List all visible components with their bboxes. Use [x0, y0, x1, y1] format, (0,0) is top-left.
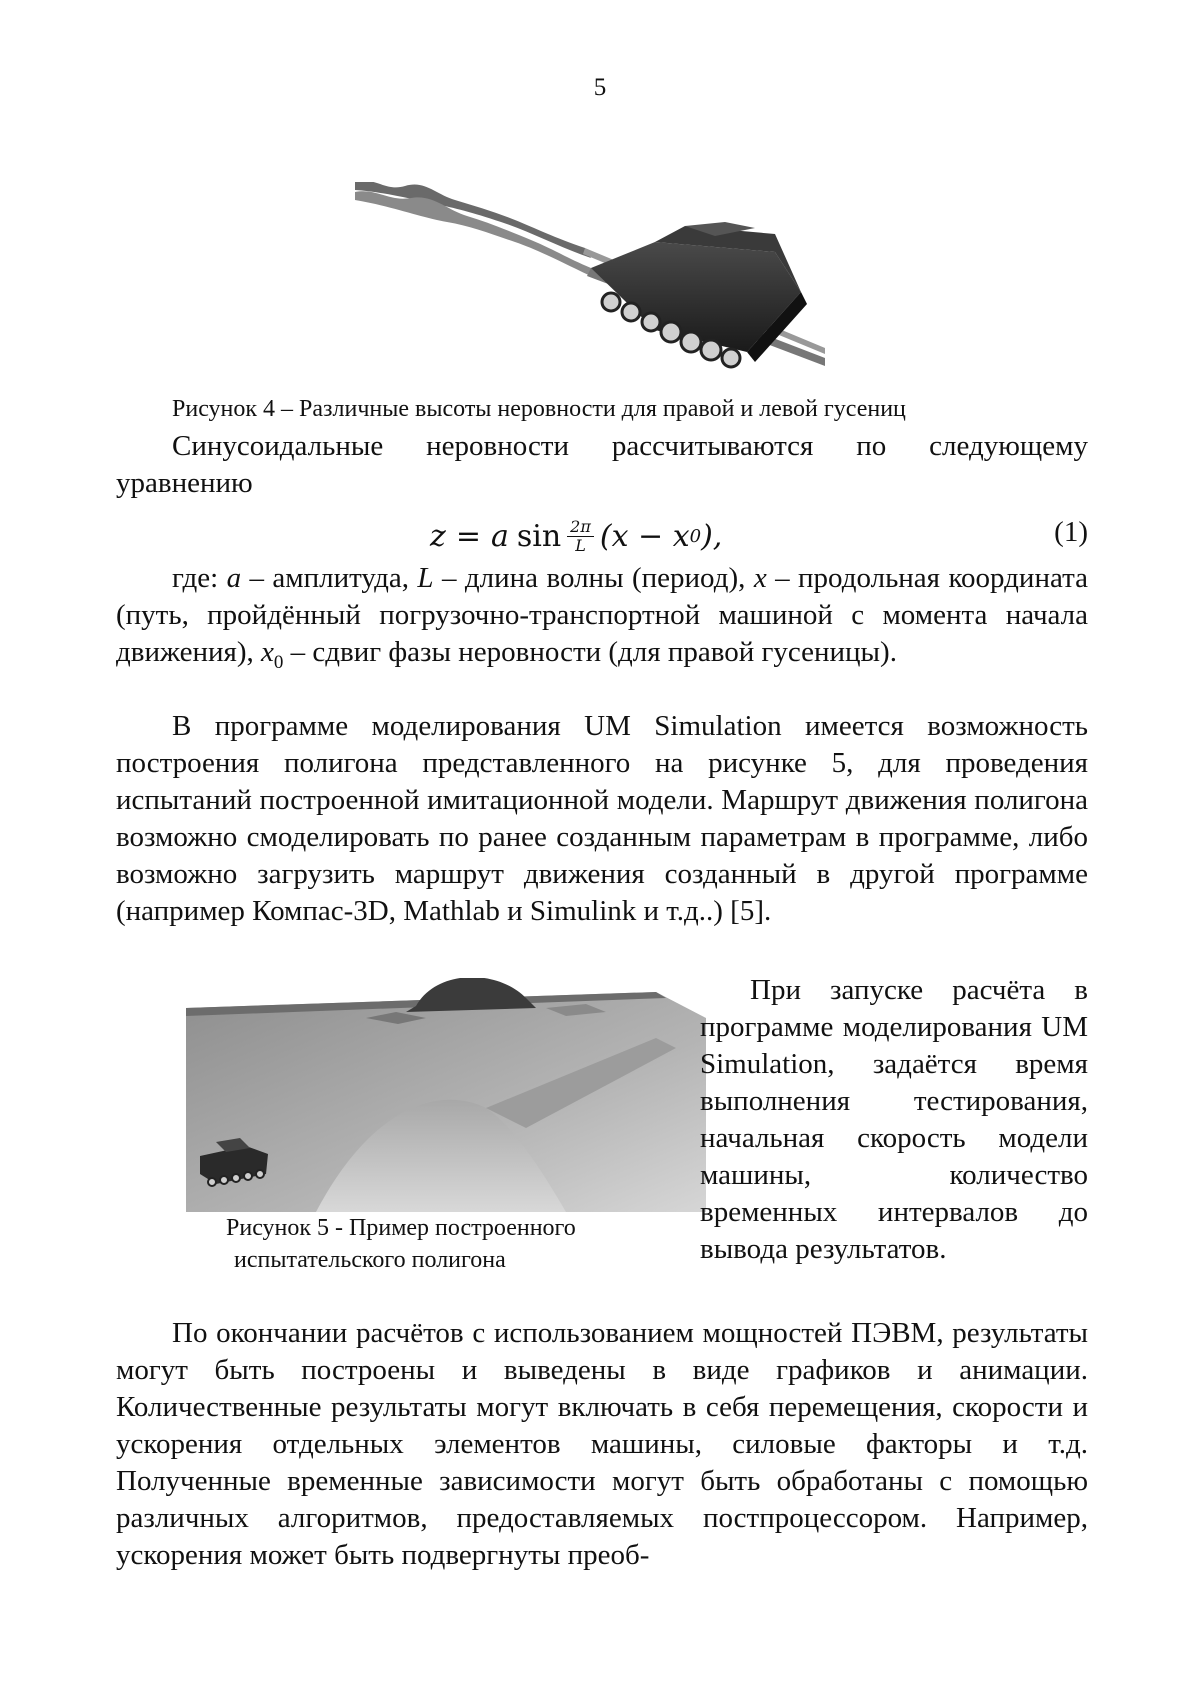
var-x0: x — [261, 636, 274, 668]
figure-4-image — [355, 182, 915, 394]
formula-1 — [430, 512, 722, 560]
var-x0-subscript: 0 — [273, 651, 284, 673]
formula-fraction — [567, 518, 594, 555]
formula-argument: (x − x — [599, 518, 690, 554]
paragraph-intro-formula: Синусоидальные неровности рассчитываются по следующему уравнению — [116, 430, 1088, 499]
var-text-5: – сдвиг фазы неровности (для правой гусеницы). — [283, 636, 897, 668]
formula-equals: = — [455, 518, 481, 554]
equation-number: (1) — [1054, 516, 1088, 548]
formula-amplitude: a — [490, 518, 509, 554]
page-number: 5 — [593, 74, 607, 101]
figure-5-caption — [226, 1212, 576, 1276]
formula-sin: sin — [516, 518, 562, 554]
formula-subscript: 0 — [689, 525, 702, 547]
formula-fraction-numerator: 2π — [567, 518, 594, 537]
var-text-2: – амплитуда, — [241, 562, 418, 594]
var-a: a — [226, 562, 242, 594]
figure-5-caption-line-2: испытательского полигона — [234, 1247, 506, 1273]
formula-lhs: z — [430, 518, 446, 554]
paragraph-side: При запуске расчёта в программе моделирования UM Simulation, задаётся время выполнения тестирования, начальная скорость модели машины, количество временных интервалов до вывода результатов. — [700, 974, 1088, 1265]
paragraph-um-simulation: В программе моделирования UM Simulation имеется возможность построения полигона представленного на рисунке 5, для проведения испытаний построенной имитационной модели. Маршрут движения полигона возможно смоделировать по ранее созданным параметрам в программе, либо возможно загрузить маршрут движения созданный в другой программе (например Компас-3D, Mathlab и Simulink и т.д..) [5]. — [116, 710, 1088, 927]
var-text-4: – продольная координата (путь, пройдённый погрузочно-транспортной машиной с момента начала движения), — [116, 562, 1088, 668]
paragraph-variables — [116, 560, 1088, 681]
var-text-3: – длина волны (период), — [433, 562, 754, 594]
figure-5-caption-line-1: Рисунок 5 - Пример построенного — [226, 1215, 576, 1241]
var-x: x — [753, 562, 767, 594]
var-L: L — [417, 562, 434, 594]
paragraph-results: По окончании расчётов с использованием мощностей ПЭВМ, результаты могут быть построены и выведены в виде графиков и анимации. Количественные результаты могут включать в себя перемещения, скорости и ускорения отдельных элементов машины, силовые факторы и т.д. Полученные временные зависимости могут быть обработаны с помощью различных алгоритмов, предоставляемых постпроцессором. Например, ускорения может быть подвергнуты преоб- — [116, 1317, 1088, 1571]
formula-fraction-denominator: L — [575, 535, 586, 555]
formula-close: ), — [701, 518, 723, 554]
figure-4-caption: Рисунок 4 – Различные высоты неровности для правой и левой гусениц — [172, 396, 906, 422]
var-text-1: где: — [172, 562, 227, 594]
figure-5-image — [186, 978, 706, 1212]
